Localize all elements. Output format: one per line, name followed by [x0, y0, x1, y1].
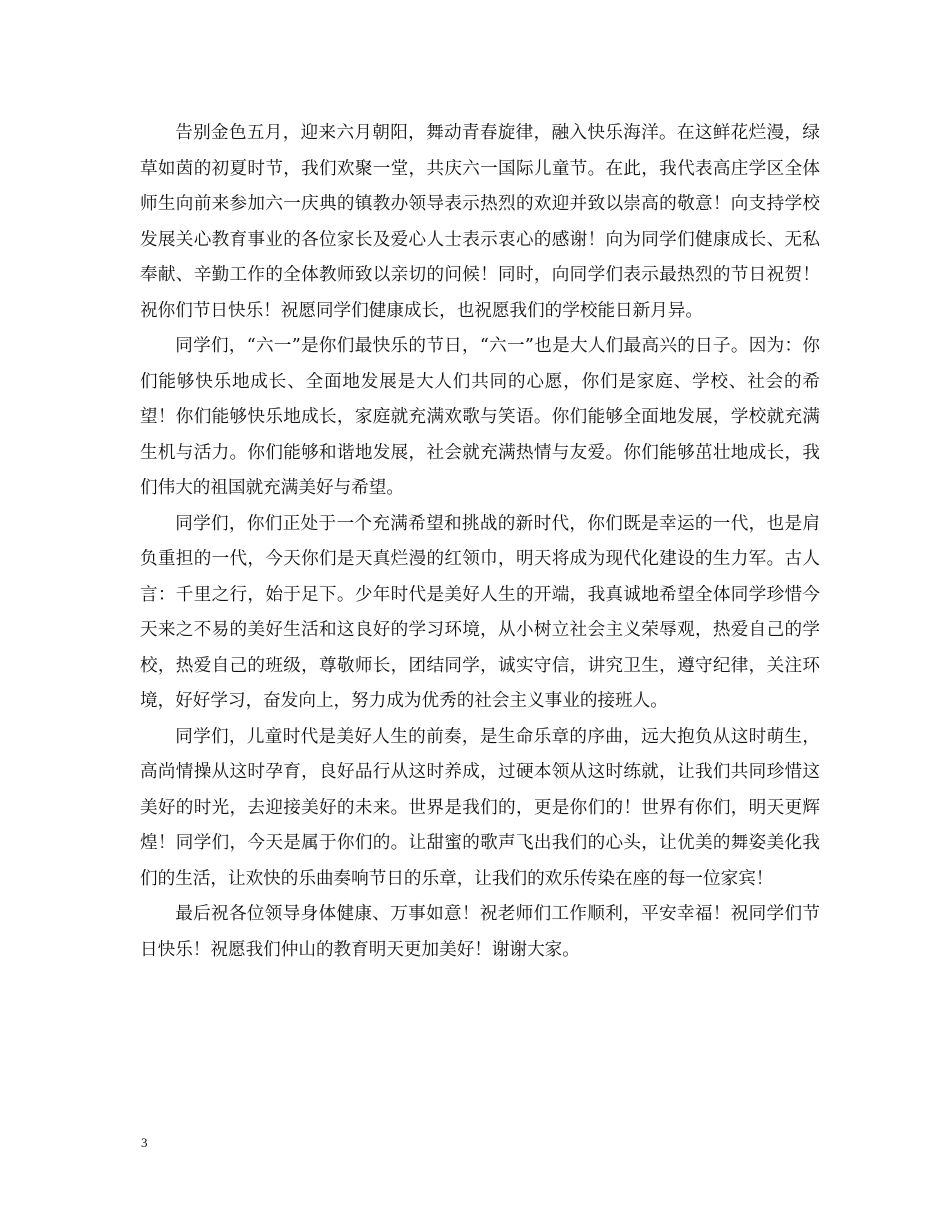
paragraph-1: 告别金色五月，迎来六月朝阳，舞动青春旋律，融入快乐海洋。在这鲜花烂漫，绿草如茵的初夏时节，我们欢聚一堂，共庆六一国际儿童节。在此，我代表高庄学区全体师生向前来参加六一庆典的镇教办领导表示热烈的欢迎并致以崇高的敬意！向支持学校发展关心教育事业的各位家长及爱心人士表示衷心的感谢！向为同学们健康成长、无私奉献、辛勤工作的全体教师致以亲切的问候！同时，向同学们表示最热烈的节日祝贺！祝你们节日快乐！祝愿同学们健康成长，也祝愿我们的学校能日新月异。 [140, 123, 820, 321]
paragraph-2: 同学们，“六一”是你们最快乐的节日，“六一”也是大人们最高兴的日子。因为：你们能够快乐地成长、全面地发展是大人们共同的心愿，你们是家庭、学校、社会的希望！你们能够快乐地成长，家庭就充满欢歌与笑语。你们能够全面地发展，学校就充满生机与活力。你们能够和谐地发展，社会就充满热情与友爱。你们能够茁壮地成长，我们伟大的祖国就充满美好与希望。 [140, 336, 820, 498]
page-number: 3 [141, 1135, 148, 1150]
paragraph-5: 最后祝各位领导身体健康、万事如意！祝老师们工作顺利，平安幸福！祝同学们节日快乐！祝愿我们仲山的教育明天更加美好！谢谢大家。 [140, 904, 820, 960]
paragraph-4: 同学们，儿童时代是美好人生的前奏，是生命乐章的序曲，远大抱负从这时萌生，高尚情操从这时孕育，良好品行从这时养成，过硬本领从这时练就，让我们共同珍惜这美好的时光，去迎接美好的未来。世界是我们的，更是你们的！世界有你们，明天更辉煌！同学们，今天是属于你们的。让甜蜜的歌声飞出我们的心头，让优美的舞姿美化我们的生活，让欢快的乐曲奏响节日的乐章，让我们的欢乐传染在座的每一位家宾！ [140, 726, 820, 889]
document-body [140, 116, 820, 968]
paragraph-3: 同学们，你们正处于一个充满希望和挑战的新时代，你们既是幸运的一代，也是肩负重担的一代，今天你们是天真烂漫的红领巾，明天将成为现代化建设的生力军。古人言：千里之行，始于足下。少年时代是美好人生的开端，我真诚地希望全体同学珍惜今天来之不易的美好生活和这良好的学习环境，从小树立社会主义荣辱观，热爱自己的学校，热爱自己的班级，尊敬师长，团结同学，诚实守信，讲究卫生，遵守纪律，关注环境，好好学习，奋发向上，努力成为优秀的社会主义事业的接班人。 [140, 513, 820, 711]
